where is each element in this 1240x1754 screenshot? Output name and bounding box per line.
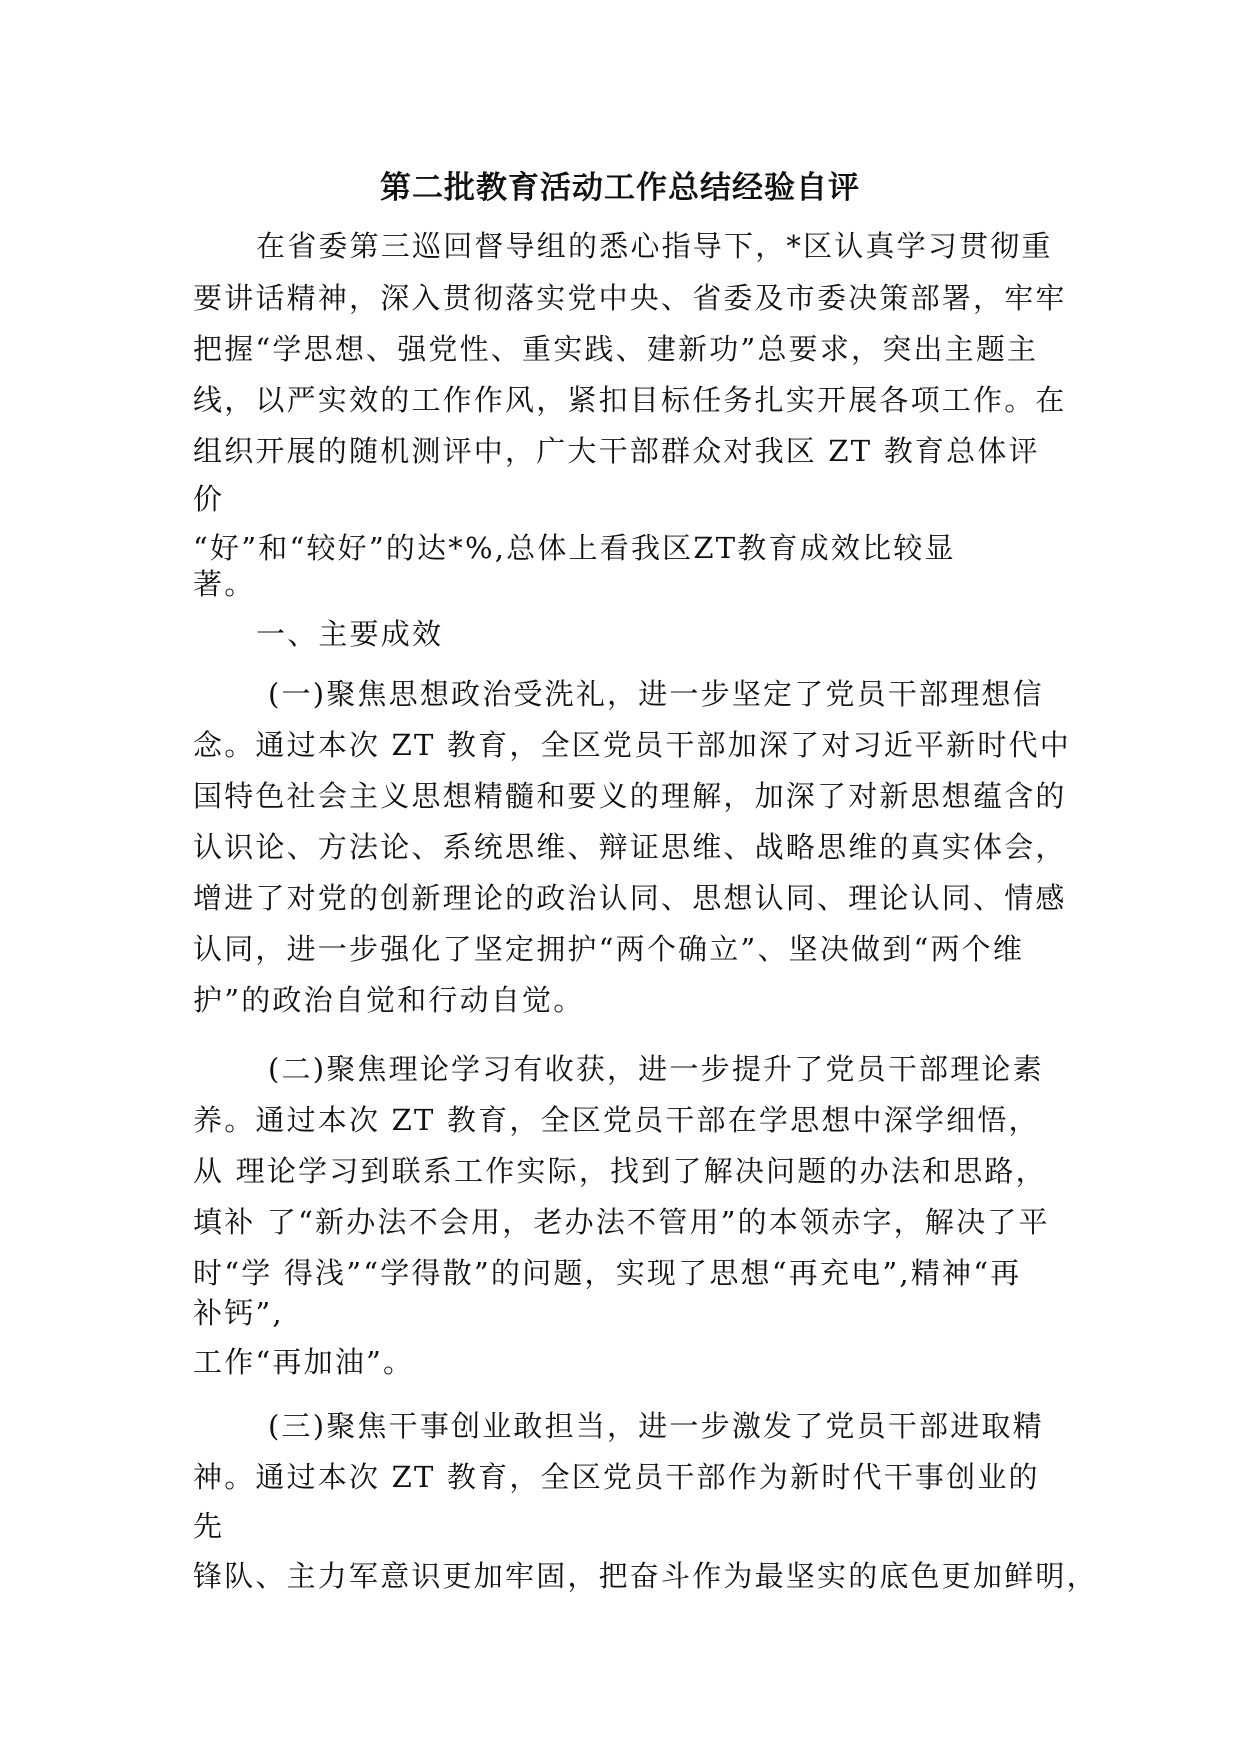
paragraph-line: 从 理论学习到联系工作实际，找到了解决问题的办法和思路， [193,1154,1047,1188]
paragraph-line: 念。通过本次 ZT 教育，全区党员干部加深了对习近平新时代中 [193,728,1071,762]
paragraph-line: 认识论、方法论、系统思维、辩证思维、战略思维的真实体会， [193,830,1067,864]
paragraph-line: 价 [193,482,225,516]
paragraph-line: 增进了对党的创新理论的政治认同、思想认同、理论认同、情感 [193,881,1067,915]
paragraph-line: 时“学 得浅”“学得散”的问题，实现了思想“再充电”,精神“再 [193,1256,1022,1290]
paragraph-line: 锋队、主力军意识更加牢固，把奋斗作为最坚实的底色更加鲜明， [193,1559,1098,1593]
paragraph-line: 组织开展的随机测评中，广大干部群众对我区 ZT 教育总体评 [193,434,1040,468]
paragraph-line: 填补 了“新办法不会用，老办法不管用”的本领赤字，解决了平 [193,1205,1050,1239]
document-title: 第二批教育活动工作总结经验自评 [380,170,860,206]
paragraph-line: 把握“学思想、强党性、重实践、建新功”总要求，突出主题主 [193,332,1039,366]
paragraph-line: 工作“再加油”。 [193,1345,415,1379]
paragraph-line: 神。通过本次 ZT 教育，全区党员干部作为新时代干事创业的 [193,1460,1040,1494]
section-heading: 一、主要成效 [256,617,444,651]
paragraph-line: 在省委第三巡回督导组的悉心指导下，*区认真学习贯彻重 [256,229,1053,263]
paragraph-line: 护”的政治自觉和行动自觉。 [193,983,585,1017]
paragraph-line: (一)聚焦思想政治受洗礼，进一步坚定了党员干部理想信 [268,677,1044,711]
paragraph-line: 补钙”, [193,1296,284,1330]
paragraph-line: 著。 [193,567,256,601]
paragraph-line: 国特色社会主义思想精髓和要义的理解，加深了对新思想蕴含的 [193,779,1067,813]
paragraph-line: 养。通过本次 ZT 教育，全区党员干部在学思想中深学细悟， [193,1103,1040,1137]
paragraph-line: (三)聚焦干事创业敢担当，进一步激发了党员干部进取精 [268,1409,1044,1443]
paragraph-line: (二)聚焦理论学习有收获，进一步提升了党员干部理论素 [268,1052,1044,1086]
paragraph-line: “好”和“较好”的达*%,总体上看我区ZT教育成效比较显 [193,531,956,565]
paragraph-line: 先 [193,1509,225,1543]
paragraph-line: 线，以严实效的工作作风，紧扣目标任务扎实开展各项工作。在 [193,383,1067,417]
paragraph-line: 认同，进一步强化了坚定拥护“两个确立”、坚决做到“两个维 [193,932,1025,966]
paragraph-line: 要讲话精神，深入贯彻落实党中央、省委及市委决策部署，牢牢 [193,281,1067,315]
